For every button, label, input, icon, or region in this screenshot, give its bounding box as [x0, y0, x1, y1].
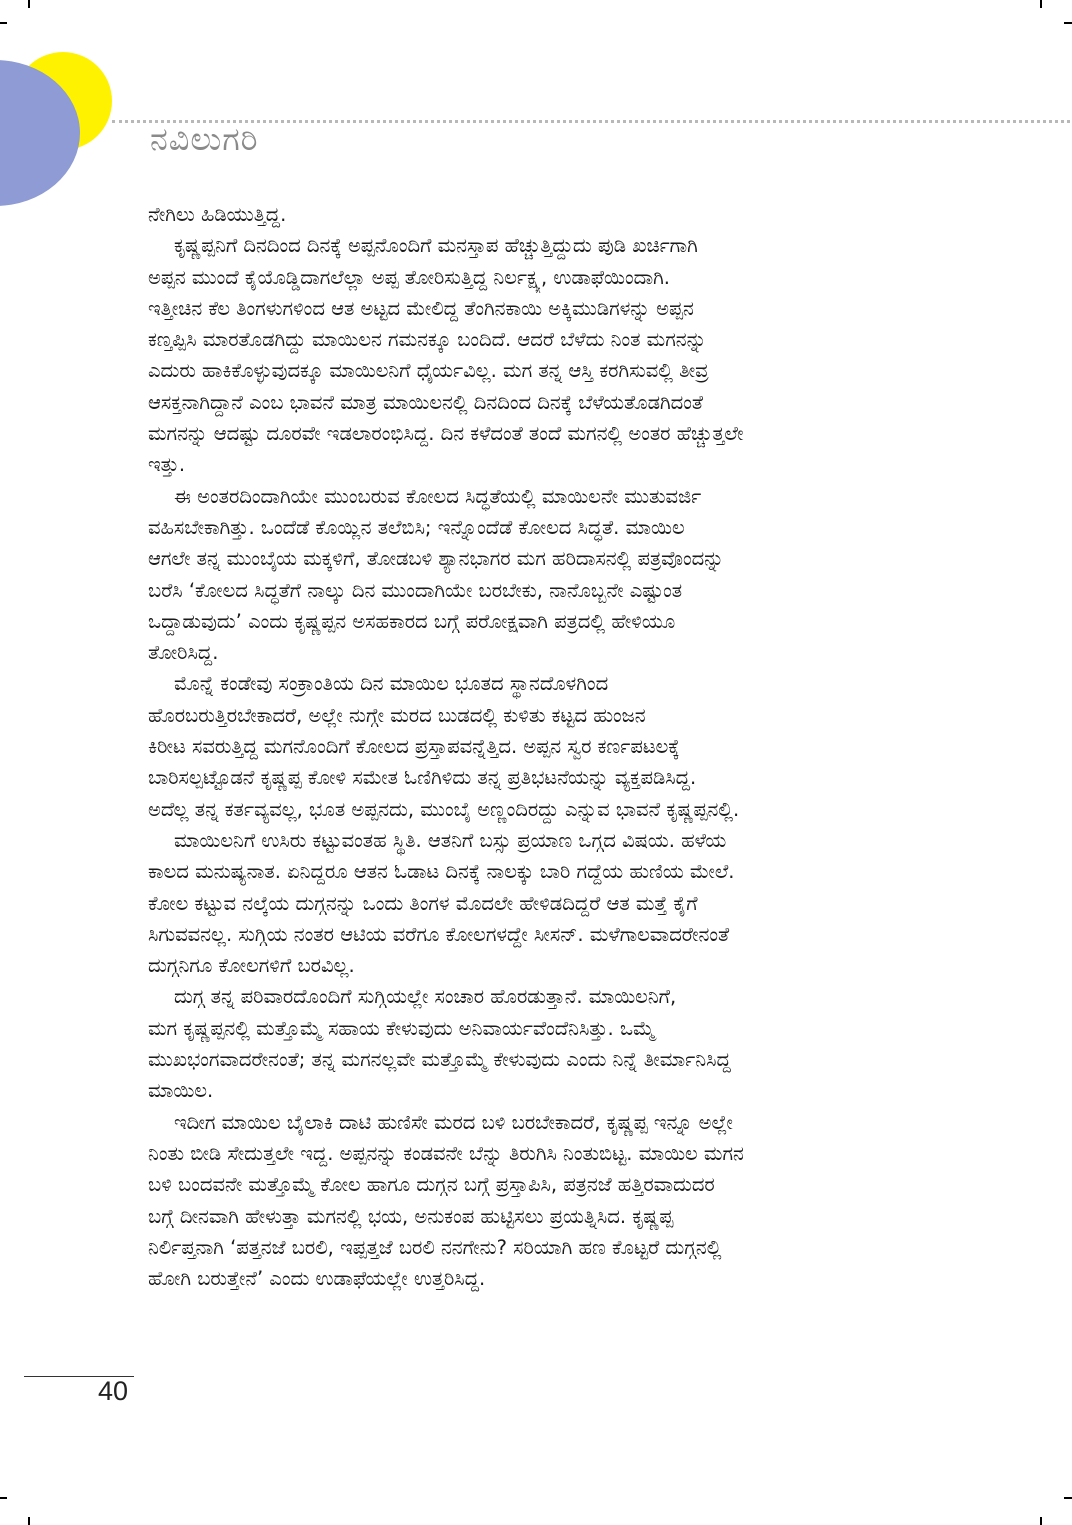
text-line: ಸಿಗುವವನಲ್ಲ. ಸುಗ್ಗಿಯ ನಂತರ ಆಟಿಯ ವರೆಗೂ ಕೋಲಗಳದ್ದೇ ಸೀಸನ್. ಮಳೆಗಾಲವಾದರೇನಂತೆ	[148, 922, 730, 946]
text-line: ನಿಂತು ಬೀಡಿ ಸೇದುತ್ತಲೇ ಇದ್ದ. ಅಪ್ಪನನ್ನು ಕಂಡವನೇ ಬೆನ್ನು ತಿರುಗಿಸಿ ನಿಂತುಬಿಟ್ಟ. ಮಾಯಿಲ ಮಗನ	[148, 1141, 744, 1165]
text-line: ಹೋಗಿ ಬರುತ್ತೇನೆ’ ಎಂದು ಉಡಾಫೆಯಲ್ಲೇ ಉತ್ತರಿಸಿದ್ದ.	[148, 1267, 486, 1291]
text-line: ಇತ್ತು.	[148, 453, 186, 477]
text-line: ಇದೀಗ ಮಾಯಿಲ ಬೈಲಾಕಿ ದಾಟಿ ಹುಣಿಸೇ ಮರದ ಬಳಿ ಬರಬೇಕಾದರೆ, ಕೃಷ್ಣಪ್ಪ ಇನ್ನೂ ಅಲ್ಲೇ	[174, 1110, 733, 1134]
crop-mark-bottom-left-h	[0, 1497, 7, 1499]
text-line: ಬರೆಸಿ ‘ಕೋಲದ ಸಿದ್ಧತೆಗೆ ನಾಲ್ಕು ದಿನ ಮುಂದಾಗಿಯೇ ಬರಬೇಕು, ನಾನೊಬ್ಬನೇ ಎಷ್ಟುಂತ	[148, 578, 683, 602]
text-line: ಕಣ್ತಪ್ಪಿಸಿ ಮಾರತೊಡಗಿದ್ದು ಮಾಯಿಲನ ಗಮನಕ್ಕೂ ಬಂದಿದೆ. ಆದರೆ ಬೆಳೆದು ನಿಂತ ಮಗನನ್ನು	[148, 328, 707, 352]
text-line: ಬಳಿ ಬಂದವನೇ ಮತ್ತೊಮ್ಮೆ ಕೋಲ ಹಾಗೂ ದುಗ್ಗನ ಬಗ್ಗೆ ಪ್ರಸ್ತಾಪಿಸಿ, ಪತ್ರನಜೆ ಹತ್ತಿರವಾದುದರ	[148, 1173, 715, 1197]
text-line: ಆಸಕ್ತನಾಗಿದ್ದಾನೆ ಎಂಬ ಭಾವನೆ ಮಾತ್ರ ಮಾಯಿಲನಲ್ಲಿ ದಿನದಿಂದ ದಿನಕ್ಕೆ ಬೆಳೆಯತೊಡಗಿದಂತೆ	[148, 390, 704, 414]
text-line: ಮಗ ಕೃಷ್ಣಪ್ಪನಲ್ಲಿ ಮತ್ತೊಮ್ಮೆ ಸಹಾಯ ಕೇಳುವುದು ಅನಿವಾರ್ಯವೆಂದೆನಿಸಿತ್ತು. ಒಮ್ಮೆ	[148, 1016, 656, 1040]
text-line: ನಿರ್ಲಿಪ್ತನಾಗಿ ‘ಪತ್ತನಜೆ ಬರಲಿ, ಇಪ್ಪತ್ತಜೆ ಬರಲಿ ನನಗೇನು? ಸರಿಯಾಗಿ ಹಣ ಕೊಟ್ಟರೆ ದುಗ್ಗನಲ್ಲಿ	[148, 1235, 722, 1259]
text-line: ಅಪ್ಪನ ಮುಂದೆ ಕೈಯೊಡ್ಡಿದಾಗಲೆಲ್ಲಾ ಅಪ್ಪ ತೋರಿಸುತ್ತಿದ್ದ ನಿರ್ಲಕ್ಷ್ಯ, ಉಡಾಫೆಯಿಂದಾಗಿ.	[148, 265, 670, 289]
text-line: ತೋರಿಸಿದ್ದ.	[148, 641, 219, 665]
text-line: ಇತ್ತೀಚಿನ ಕೆಲ ತಿಂಗಳುಗಳಿಂದ ಆತ ಅಟ್ಟದ ಮೇಲಿದ್ದ ತೆಂಗಿನಕಾಯಿ ಅಕ್ಕಿಮುಡಿಗಳನ್ನು ಅಪ್ಪನ	[148, 296, 694, 320]
text-line: ಕೋಲ ಕಟ್ಟುವ ನಲ್ಕೆಯ ದುಗ್ಗನನ್ನು ಒಂದು ತಿಂಗಳ ಮೊದಲೇ ಹೇಳಿಡದಿದ್ದರೆ ಆತ ಮತ್ತೆ ಕೈಗೆ	[148, 891, 698, 915]
text-line: ವಹಿಸಬೇಕಾಗಿತ್ತು. ಒಂದೆಡೆ ಕೊಯ್ಲಿನ ತಲೆಬಿಸಿ; ಇನ್ನೊಂದೆಡೆ ಕೋಲದ ಸಿದ್ಧತೆ. ಮಾಯಿಲ	[148, 515, 685, 539]
text-line: ಹೊರಬರುತ್ತಿರಬೇಕಾದರೆ, ಅಲ್ಲೇ ನುಗ್ಗೇ ಮರದ ಬುಡದಲ್ಲಿ ಕುಳಿತು ಕಟ್ಟದ ಹುಂಜನ	[148, 703, 646, 727]
text-line: ಕೃಷ್ಣಪ್ಪನಿಗೆ ದಿನದಿಂದ ದಿನಕ್ಕೆ ಅಪ್ಪನೊಂದಿಗೆ ಮನಸ್ತಾಪ ಹೆಚ್ಚುತ್ತಿದ್ದುದು ಪುಡಿ ಖರ್ಚಿಗಾಗಿ	[174, 234, 698, 258]
crop-mark-bottom-right-h	[1064, 1497, 1072, 1499]
crop-mark-bottom-right	[1040, 1517, 1042, 1525]
text-line: ಈ ಅಂತರದಿಂದಾಗಿಯೇ ಮುಂಬರುವ ಕೋಲದ ಸಿದ್ಧತೆಯಲ್ಲಿ ಮಾಯಿಲನೇ ಮುತುವರ್ಜಿ	[174, 484, 702, 508]
text-line: ಎದುರು ಹಾಕಿಕೊಳ್ಳುವುದಕ್ಕೂ ಮಾಯಿಲನಿಗೆ ಧೈರ್ಯವಿಲ್ಲ. ಮಗ ತನ್ನ ಆಸ್ತಿ ಕರಗಿಸುವಲ್ಲಿ ತೀವ್ರ	[148, 359, 709, 383]
text-line: ನೇಗಿಲು ಹಿಡಿಯುತ್ತಿದ್ದ.	[148, 203, 287, 226]
text-line: ದುಗ್ಗನಿಗೂ ಕೋಲಗಳಿಗೆ ಬರವಿಲ್ಲ.	[148, 954, 355, 978]
text-line: ಮಾಯಿಲ.	[148, 1079, 214, 1103]
text-line: ದುಗ್ಗ ತನ್ನ ಪರಿವಾರದೊಂದಿಗೆ ಸುಗ್ಗಿಯಲ್ಲೇ ಸಂಚಾರ ಹೊರಡುತ್ತಾನೆ. ಮಾಯಿಲನಿಗೆ,	[174, 985, 677, 1009]
crop-mark-top-left-h	[0, 22, 7, 24]
text-line: ಅದೆಲ್ಲ ತನ್ನ ಕರ್ತವ್ಯವಲ್ಲ, ಭೂತ ಅಪ್ಪನದು, ಮುಂಬೈ ಅಣ್ಣಂದಿರದ್ದು ಎನ್ನುವ ಭಾವನೆ ಕೃಷ್ಣಪ್ಪನಲ್ಲಿ.	[148, 797, 740, 821]
text-line: ಆಗಲೇ ತನ್ನ ಮುಂಬೈಯ ಮಕ್ಕಳಿಗೆ, ತೋಡಬಳಿ ಶ್ಯಾನಭಾಗರ ಮಗ ಹರಿದಾಸನಲ್ಲಿ ಪತ್ರವೊಂದನ್ನು	[148, 547, 724, 571]
body-text	[148, 199, 948, 1294]
text-line: ಬಗ್ಗೆ ದೀನವಾಗಿ ಹೇಳುತ್ತಾ ಮಗನಲ್ಲಿ ಭಯ, ಅನುಕಂಪ ಹುಟ್ಟಿಸಲು ಪ್ರಯತ್ನಿಸಿದ. ಕೃಷ್ಣಪ್ಪ	[148, 1204, 674, 1228]
text-line: ಮುಖಭಂಗವಾದರೇನಂತೆ; ತನ್ನ ಮಗನಲ್ಲವೇ ಮತ್ತೊಮ್ಮೆ ಕೇಳುವುದು ಎಂದು ನಿನ್ನೆ ತೀರ್ಮಾನಿಸಿದ್ದ	[148, 1048, 731, 1072]
crop-mark-top-right-h	[1064, 22, 1072, 24]
text-line: ಮಗನನ್ನು ಆದಷ್ಟು ದೂರವೇ ಇಡಲಾರಂಭಿಸಿದ್ದ. ದಿನ ಕಳೆದಂತೆ ತಂದೆ ಮಗನಲ್ಲಿ ಅಂತರ ಹೆಚ್ಚುತ್ತಲೇ	[148, 422, 744, 446]
text-line: ಬಾರಿಸಲ್ಪಟ್ಟೊಡನೆ ಕೃಷ್ಣಪ್ಪ ಕೋಳಿ ಸಮೇತ ಓಣಿಗಿಳಿದು ತನ್ನ ಪ್ರತಿಭಟನೆಯನ್ನು ವ್ಯಕ್ತಪಡಿಸಿದ್ದ.	[148, 766, 697, 790]
text-line: ಕಾಲದ ಮನುಷ್ಯನಾತ. ಏನಿದ್ದರೂ ಆತನ ಓಡಾಟ ದಿನಕ್ಕೆ ನಾಲಕ್ಕು ಬಾರಿ ಗದ್ದೆಯ ಹುಣಿಯ ಮೇಲೆ.	[148, 860, 735, 884]
crop-mark-top-left	[28, 0, 30, 8]
text-line: ಒದ್ದಾಡುವುದು’ ಎಂದು ಕೃಷ್ಣಪ್ಪನ ಅಸಹಕಾರದ ಬಗ್ಗೆ ಪರೋಕ್ಷವಾಗಿ ಪತ್ರದಲ್ಲಿ ಹೇಳಿಯೂ	[148, 609, 676, 633]
text-line: ಮೊನ್ನೆ ಕಂಡೇವು ಸಂಕ್ರಾಂತಿಯ ದಿನ ಮಾಯಿಲ ಭೂತದ ಸ್ಥಾನದೊಳಗಿಂದ	[174, 672, 609, 696]
crop-mark-bottom-left	[28, 1517, 30, 1525]
running-header-title: ನವಿಲುಗರಿ	[150, 120, 259, 158]
text-line: ಕಿರೀಟ ಸವರುತ್ತಿದ್ದ ಮಗನೊಂದಿಗೆ ಕೋಲದ ಪ್ರಸ್ತಾಪವನ್ನೆತ್ತಿದ. ಅಪ್ಪನ ಸ್ವರ ಕರ್ಣಪಟಲಕ್ಕೆ	[148, 735, 680, 759]
text-line: ಮಾಯಿಲನಿಗೆ ಉಸಿರು ಕಟ್ಟುವಂತಹ ಸ್ಥಿತಿ. ಆತನಿಗೆ ಬಸ್ಸು ಪ್ರಯಾಣ ಒಗ್ಗದ ವಿಷಯ. ಹಳೆಯ	[174, 828, 727, 852]
crop-mark-top-right	[1040, 0, 1042, 8]
page-number: 40	[98, 1376, 129, 1406]
